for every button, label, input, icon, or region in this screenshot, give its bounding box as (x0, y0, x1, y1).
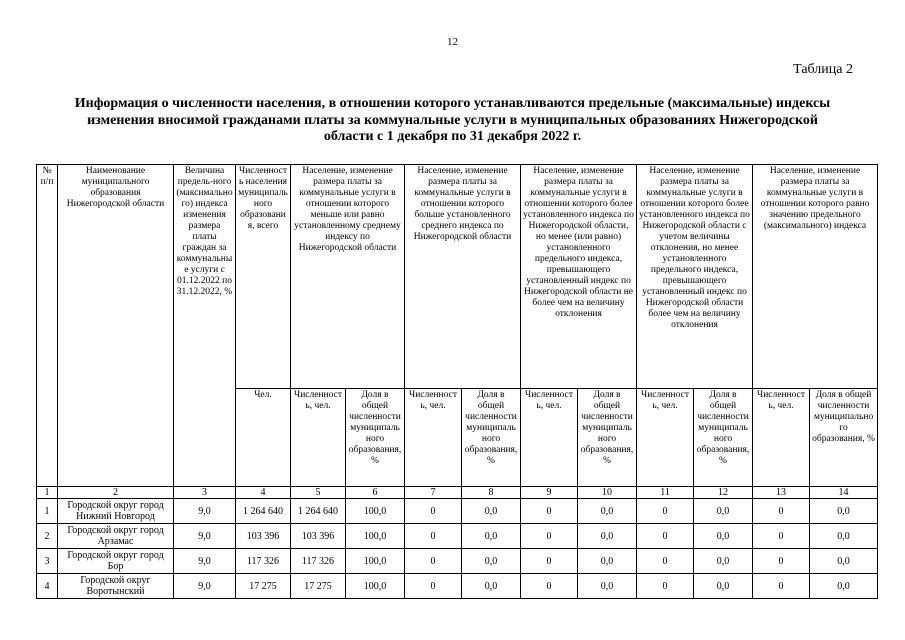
column-number: 2 (58, 487, 174, 499)
group2-share: 0,0 (462, 549, 521, 574)
header-col-index: Величина предель-ного (максимального) индекса изменения размера платы граждан за коммунальные услуги с 01.12.2022 по 31.12.2022, % (174, 165, 236, 487)
group2-count: 0 (405, 549, 462, 574)
table-row (37, 574, 878, 599)
group4-count: 0 (637, 499, 694, 524)
sub-header-share: Доля в общей численности муниципального образования, % (694, 389, 753, 487)
group3-count: 0 (521, 499, 578, 524)
row-number: 3 (37, 549, 58, 574)
group5-count: 0 (753, 524, 810, 549)
group5-count: 0 (753, 499, 810, 524)
group5-share: 0,0 (810, 499, 878, 524)
group2-count: 0 (405, 574, 462, 599)
group1-share: 100,0 (346, 524, 405, 549)
group1-share: 100,0 (346, 499, 405, 524)
column-number: 10 (578, 487, 637, 499)
column-number: 1 (37, 487, 58, 499)
group5-share: 0,0 (810, 549, 878, 574)
column-number: 7 (405, 487, 462, 499)
group3-share: 0,0 (578, 549, 637, 574)
column-number: 9 (521, 487, 578, 499)
table-row (37, 524, 878, 549)
group2-share: 0,0 (462, 499, 521, 524)
sub-header-count: Численность, чел. (637, 389, 694, 487)
row-number: 1 (37, 499, 58, 524)
group4-count: 0 (637, 524, 694, 549)
group3-count: 0 (521, 574, 578, 599)
group1-count: 117 326 (291, 549, 346, 574)
group1-share: 100,0 (346, 574, 405, 599)
municipality-name: Городской округ город Нижний Новгород (58, 499, 174, 524)
population-index-table (36, 164, 878, 599)
index-value: 9,0 (174, 524, 236, 549)
group1-share: 100,0 (346, 549, 405, 574)
index-value: 9,0 (174, 499, 236, 524)
header-col-population: Численность населения муниципального образования, всего (236, 165, 291, 389)
group4-share: 0,0 (694, 524, 753, 549)
page-number: 12 (447, 36, 458, 48)
sub-header-share: Доля в общей численности муниципального образования, % (346, 389, 405, 487)
group2-share: 0,0 (462, 524, 521, 549)
header-group-3: Население, изменение размера платы за коммунальные услуги в отношении которого более установленного индекса по Нижегородской области, но менее (или равно) установленного предельного индекса, превышающего установленный индекс по Нижегородской области не более чем на величину отклонения (521, 165, 637, 389)
population-total: 117 326 (236, 549, 291, 574)
population-total: 1 264 640 (236, 499, 291, 524)
group4-count: 0 (637, 549, 694, 574)
header-col-num: № п/п (37, 165, 58, 487)
column-number: 3 (174, 487, 236, 499)
column-number: 4 (236, 487, 291, 499)
sub-header-count: Численность, чел. (521, 389, 578, 487)
header-group-2: Население, изменение размера платы за коммунальные услуги в отношении которого больше установленного среднего индекса по Нижегородской области (405, 165, 521, 389)
index-value: 9,0 (174, 549, 236, 574)
sub-header-count: Численность, чел. (753, 389, 810, 487)
header-group-4: Население, изменение размера платы за коммунальные услуги в отношении которого более установленного индекса по Нижегородской области с учетом величины отклонения, но менее установленного предельного индекса, превышающего установленный индекс по Нижегородской области более чем на величину отклонения (637, 165, 753, 389)
municipality-name: Городской округ город Бор (58, 549, 174, 574)
sub-header-count: Численность, чел. (405, 389, 462, 487)
group3-share: 0,0 (578, 574, 637, 599)
header-row-groups (37, 165, 878, 389)
group1-count: 17 275 (291, 574, 346, 599)
column-number: 14 (810, 487, 878, 499)
group5-count: 0 (753, 549, 810, 574)
group3-count: 0 (521, 524, 578, 549)
group5-share: 0,0 (810, 574, 878, 599)
table-label: Таблица 2 (793, 62, 853, 77)
row-number: 4 (37, 574, 58, 599)
table-row (37, 499, 878, 524)
sub-header-share: Доля в общей численности муниципального образования, % (578, 389, 637, 487)
column-number: 6 (346, 487, 405, 499)
municipality-name: Городской округ город Арзамас (58, 524, 174, 549)
sub-header-count: Численность, чел. (291, 389, 346, 487)
row-number: 2 (37, 524, 58, 549)
sub-header-people: Чел. (236, 389, 291, 487)
group2-share: 0,0 (462, 574, 521, 599)
group3-share: 0,0 (578, 524, 637, 549)
index-value: 9,0 (174, 574, 236, 599)
group2-count: 0 (405, 524, 462, 549)
table-row (37, 549, 878, 574)
group5-share: 0,0 (810, 524, 878, 549)
group3-share: 0,0 (578, 499, 637, 524)
sub-header-share: Доля в общей численности муниципального образования, % (810, 389, 878, 487)
group4-share: 0,0 (694, 574, 753, 599)
group1-count: 103 396 (291, 524, 346, 549)
group4-share: 0,0 (694, 549, 753, 574)
column-number: 5 (291, 487, 346, 499)
group1-count: 1 264 640 (291, 499, 346, 524)
population-total: 103 396 (236, 524, 291, 549)
column-number: 11 (637, 487, 694, 499)
municipality-name: Городской округ Воротынский (58, 574, 174, 599)
group5-count: 0 (753, 574, 810, 599)
column-number-row (37, 487, 878, 499)
header-group-5: Население, изменение размера платы за коммунальные услуги в отношении которого равно значению предельного (максимального) индекса (753, 165, 878, 389)
group2-count: 0 (405, 499, 462, 524)
document-title: Информация о численности населения, в отношении которого устанавливаются предельные (максимальные) индексы изменения вносимой гражданами платы за коммунальные услуги в муниципальных образованиях Нижегородской области с 1 декабря по 31 декабря 2022 г. (74, 96, 831, 144)
header-group-1: Население, изменение размера платы за коммунальные услуги в отношении которого меньше или равно установленному среднему индексу по Нижегородской области (291, 165, 405, 389)
group4-share: 0,0 (694, 499, 753, 524)
column-number: 8 (462, 487, 521, 499)
group3-count: 0 (521, 549, 578, 574)
population-total: 17 275 (236, 574, 291, 599)
sub-header-share: Доля в общей численности муниципального образования, % (462, 389, 521, 487)
group4-count: 0 (637, 574, 694, 599)
column-number: 12 (694, 487, 753, 499)
header-col-name: Наименование муниципального образования Нижегородской области (58, 165, 174, 487)
column-number: 13 (753, 487, 810, 499)
